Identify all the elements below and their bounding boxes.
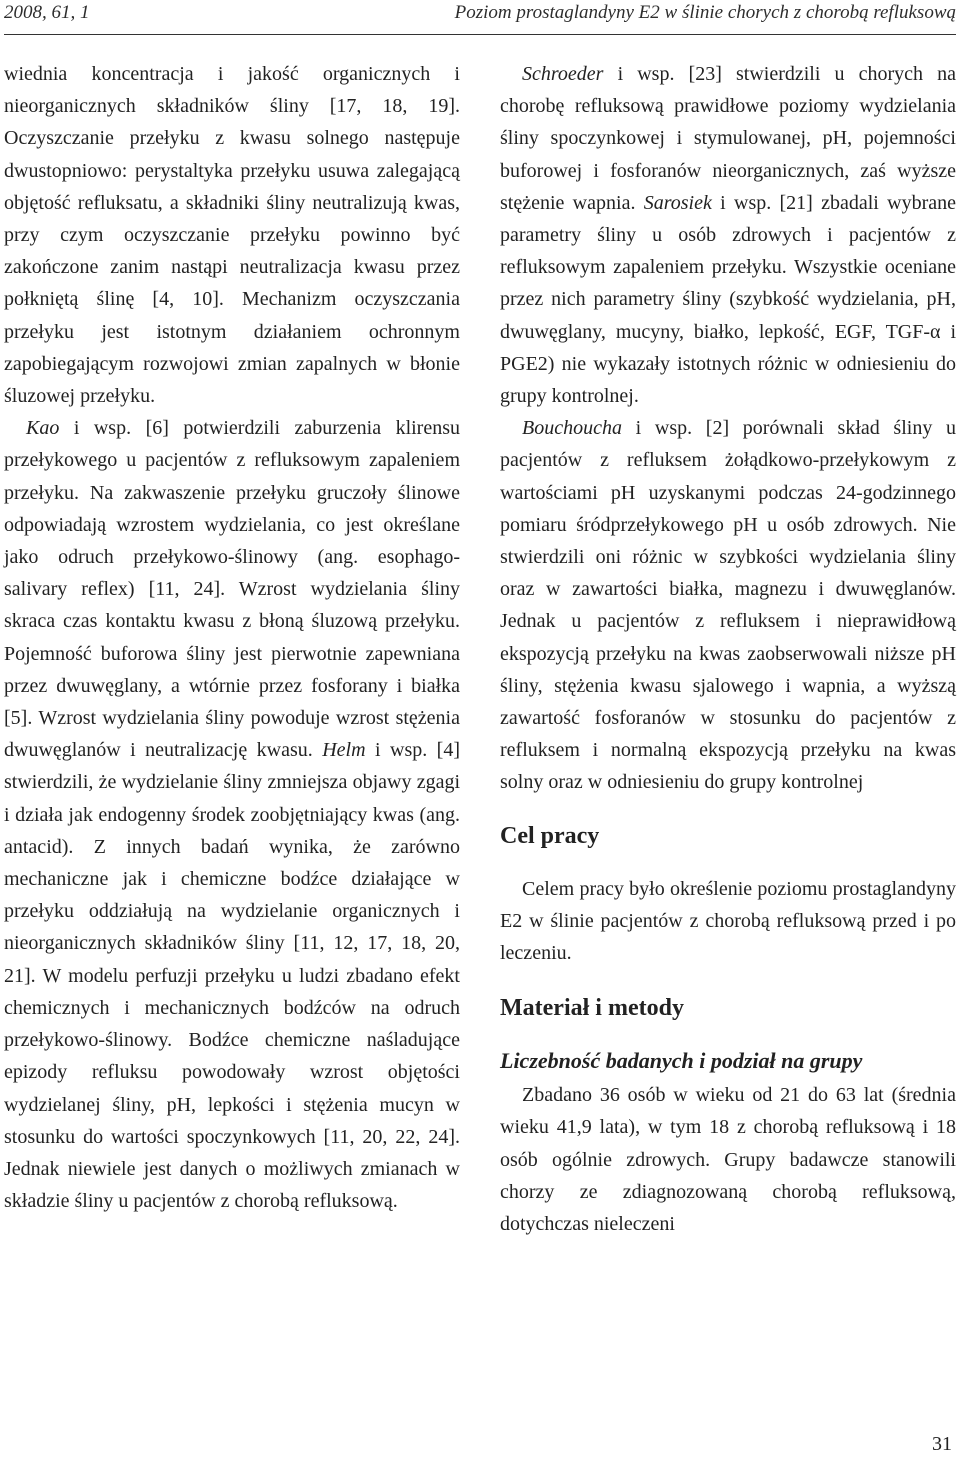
journal-issue: 2008, 61, 1: [4, 2, 90, 23]
author-name: Bouchoucha: [522, 417, 622, 440]
author-name: Schroeder: [522, 63, 604, 85]
paragraph-text: i wsp. [23] stwierdzili u chorych na chorobę refluksową prawidłowe poziomy wydzielania śliny spoczynkowej i stymulowanej, pH, pojemności buforowej i fosforanów nieorganicznych, zaś wyższe stężenie wapnia.: [500, 63, 956, 214]
page-number: 31: [932, 1433, 952, 1455]
author-name: Kao: [26, 417, 60, 440]
paragraph: [500, 412, 956, 798]
paragraph: wiednia koncentracja i jakość organicznych i nieorganicznych składników śliny [17, 18, 19]. Oczyszczanie przełyku z kwasu solnego następuje dwustopniowo: perystaltyka przełyku usuwa zalegającą objętość refluksatu, a składniki śliny neutralizują kwas, przy czym oczyszczanie przełyku powinno być zakończone zanim nastąpi neutralizacja kwasu przez połkniętą ślinę [4, 10]. Mechanizm oczyszczania przełyku jest istotnym działaniem ochronnym zapobiegającym rozwojowi zmian zapalnych w błonie śluzowej przełyku.: [4, 63, 460, 408]
article-running-title: Poziom prostaglandyny E2 w ślinie chorych z chorobą refluksową: [454, 2, 956, 23]
subsection-heading: Liczebność badanych i podział na grupy: [500, 1048, 863, 1074]
author-name: Helm: [322, 739, 366, 762]
left-column: [4, 58, 460, 1217]
paragraph-text: i wsp. [4] stwierdzili, że wydzielanie śliny zmniejsza objawy zgagi i działa jak endogenny środek zoobjętniający kwas (ang. antacid). Z innych badań wynika, że zarówno mechaniczne jak i chemiczne bodźce działające w przełyku oddziałują na wydzielanie organicznych i nieorganicznych składników śliny [11, 12, 17, 18, 20, 21]. W modelu perfuzji przełyku u ludzi zbadano efekt chemicznych i mechanicznych bodźców na odruch przełykowo-ślinowy. Bodźce chemiczne naśladujące epizody refluksu powodowały wzrost objętości wydzielanej śliny, pH, lepkości i stężenia mucyn w stosunku do wartości spoczynkowych [11, 20, 22, 24]. Jednak niewiele jest danych o możliwych zmianach w składzie śliny u pacjentów z chorobą refluksową.: [4, 739, 460, 1213]
paragraph: [500, 58, 956, 412]
paragraph: Zbadano 36 osób w wieku od 21 do 63 lat (średnia wieku 41,9 lata), w tym 18 z chorobą refluksową i 18 osób ogólnie zdrowych. Grupy badawcze stanowili chorzy ze zdiagnozowaną chorobą refluksową, dotychczas nieleczeni: [500, 1084, 956, 1236]
paragraph-text: i wsp. [6] potwierdzili zaburzenia klirensu przełykowego u pacjentów z refluksowym zapaleniem przełyku. Na zakwaszenie przełyku gruczoły ślinowe odpowiadają wzrostem wydzielania, co jest określane jako odruch przełykowo-ślinowy (ang. esophago-salivary reflex) [11, 24]. Wzrost wydzielania śliny skraca czas kontaktu kwasu z błoną śluzową przełyku. Pojemność buforowa śliny jest pierwotnie zapewniana przez dwuwęglany, a wtórnie przez fosforany i białka [5]. Wzrost wydzielania śliny powoduje wzrost stężenia dwuwęglanów i neutralizację kwasu.: [4, 417, 460, 762]
running-header: [4, 0, 956, 35]
right-column: [500, 58, 956, 1240]
paragraph: Celem pracy było określenie poziomu prostaglandyny E2 w ślinie pacjentów z chorobą refluksową przed i po leczeniu.: [500, 877, 956, 965]
section-heading: Cel pracy: [500, 822, 600, 849]
paragraph-text: i wsp. [21] zbadali wybrane parametry śliny u osób zdrowych i pacjentów z refluksowym zapaleniem przełyku. Wszystkie oceniane przez nich parametry śliny (szybkość wydzielania, pH, dwuwęglany, mucyny, białko, lepkość, EGF, TGF-α i PGE2) nie wykazały istotnych różnic w odniesieniu do grupy kontrolnej.: [500, 191, 956, 408]
author-name: Sarosiek: [643, 191, 712, 214]
section-heading: Materiał i metody: [500, 995, 684, 1022]
paragraph-text: i wsp. [2] porównali skład śliny u pacjentów z refluksem żołądkowo-przełykowym z wartościami pH uzyskanymi podczas 24-godzinnego pomiaru śródprzełykowego pH u osób zdrowych. Nie stwierdzili oni różnic w szybkości wydzielania śliny oraz w zawartości białka, magnezu i dwuwęglanów. Jednak u pacjentów z refluksem i nieprawidłową ekspozycją przełyku na kwas zaobserwowali niższe pH śliny, stężenia kwasu sjalowego i wapnia, a wyższą zawartość fosforanów w stosunku do pacjentów z refluksem i normalną ekspozycją przełyku na kwas solny oraz w odniesieniu do grupy kontrolnej: [500, 417, 956, 794]
paragraph: [4, 412, 460, 1217]
